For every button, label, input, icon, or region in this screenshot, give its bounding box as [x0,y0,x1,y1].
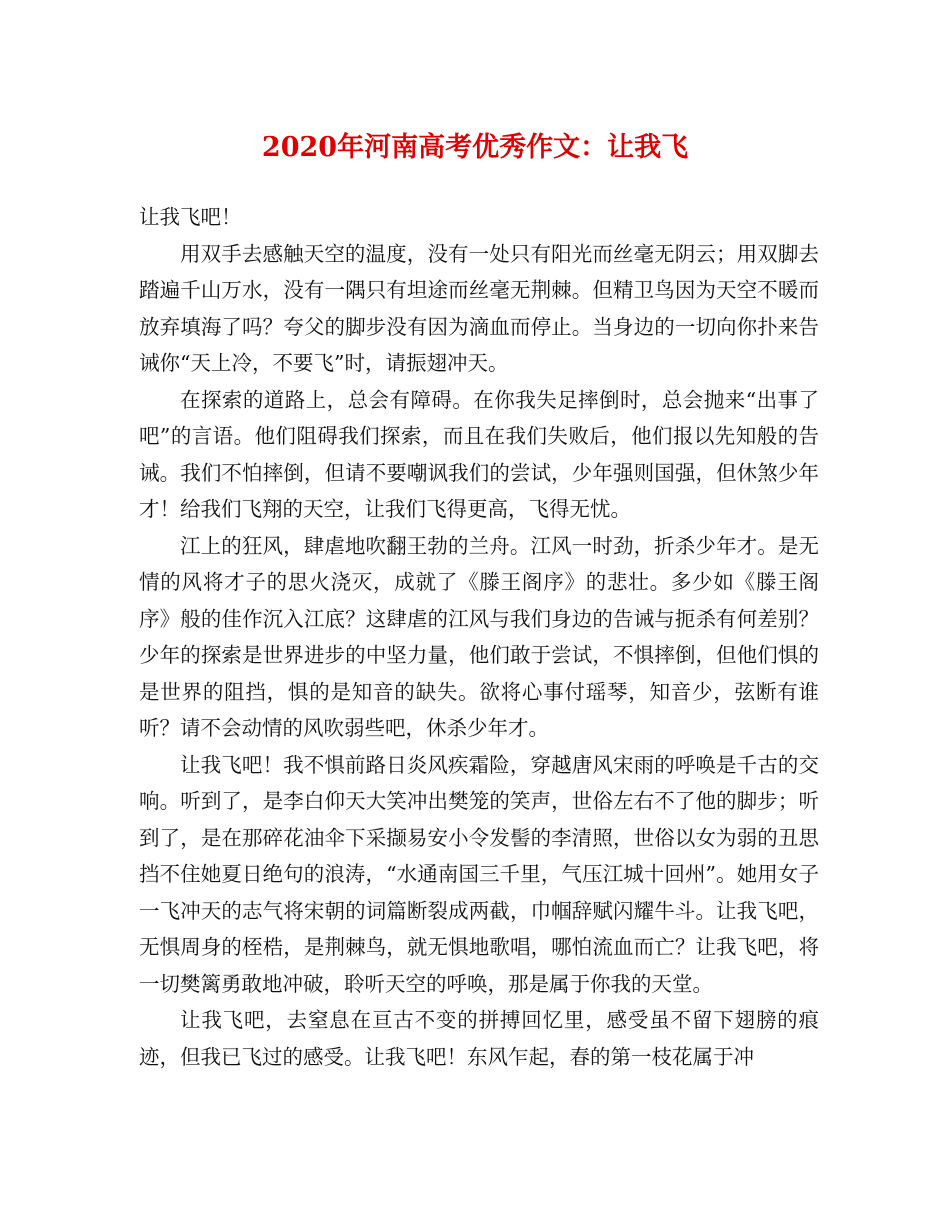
paragraph-2: 在探索的道路上，总会有障碍。在你我失足摔倒时，总会抛来“出事了吧”的言语。他们阻碍我们探索，而且在我们失败后，他们报以先知般的告诫。我们不怕摔倒，但请不要嘲讽我们的尝试，少年强则国强，但休煞少年才！给我们飞翔的天空，让我们飞得更高，飞得无忧。 [139,387,819,521]
paragraph-1: 用双手去感触天空的温度，没有一处只有阳光而丝毫无阴云；用双脚去踏遍千山万水，没有一隅只有坦途而丝毫无荆棘。但精卫鸟因为天空不暖而放弃填海了吗？夸父的脚步没有因为滴血而停止。当身边的一切向你扑来告诫你“天上冷，不要飞”时，请振翅冲天。 [139,241,819,375]
paragraph-5: 让我飞吧，去窒息在亘古不变的拼搏回忆里，感受虽不留下翅膀的痕迹，但我已飞过的感受。让我飞吧！东风乍起，春的第一枝花属于冲 [139,1008,819,1069]
essay-body [139,199,819,1075]
paragraph-4: 让我飞吧！我不惧前路日炎风疾霜险，穿越唐风宋雨的呼唤是千古的交响。听到了，是李白仰天大笑冲出樊笼的笑声，世俗左右不了他的脚步；听到了，是在那碎花油伞下采撷易安小令发髻的李清照，世俗以女为弱的丑思挡不住她夏日绝句的浪涛，“水通南国三千里，气压江城十回州”。她用女子一飞冲天的志气将宋朝的词篇断裂成两截，巾帼辞赋闪耀牛斗。让我飞吧，无惧周身的桎梏，是荆棘鸟，就无惧地歌唱，哪怕流血而亡？让我飞吧，将一切樊篱勇敢地冲破，聆听天空的呼唤，那是属于你我的天堂。 [139,752,819,996]
document-title: 2020年河南高考优秀作文：让我飞 [261,132,689,163]
paragraph-3: 江上的狂风，肆虐地吹翻王勃的兰舟。江风一时劲，折杀少年才。是无情的风将才子的思火浇灭，成就了《滕王阁序》的悲壮。多少如《滕王阁序》般的佳作沉入江底？这肆虐的江风与我们身边的告诫与扼杀有何差别？少年的探索是世界进步的中坚力量，他们敢于尝试，不惧摔倒，但他们惧的是世界的阻挡，惧的是知音的缺失。欲将心事付瑶琴，知音少，弦断有谁听？请不会动情的风吹弱些吧，休杀少年才。 [139,533,819,740]
paragraph-opening: 让我飞吧！ [139,205,242,229]
